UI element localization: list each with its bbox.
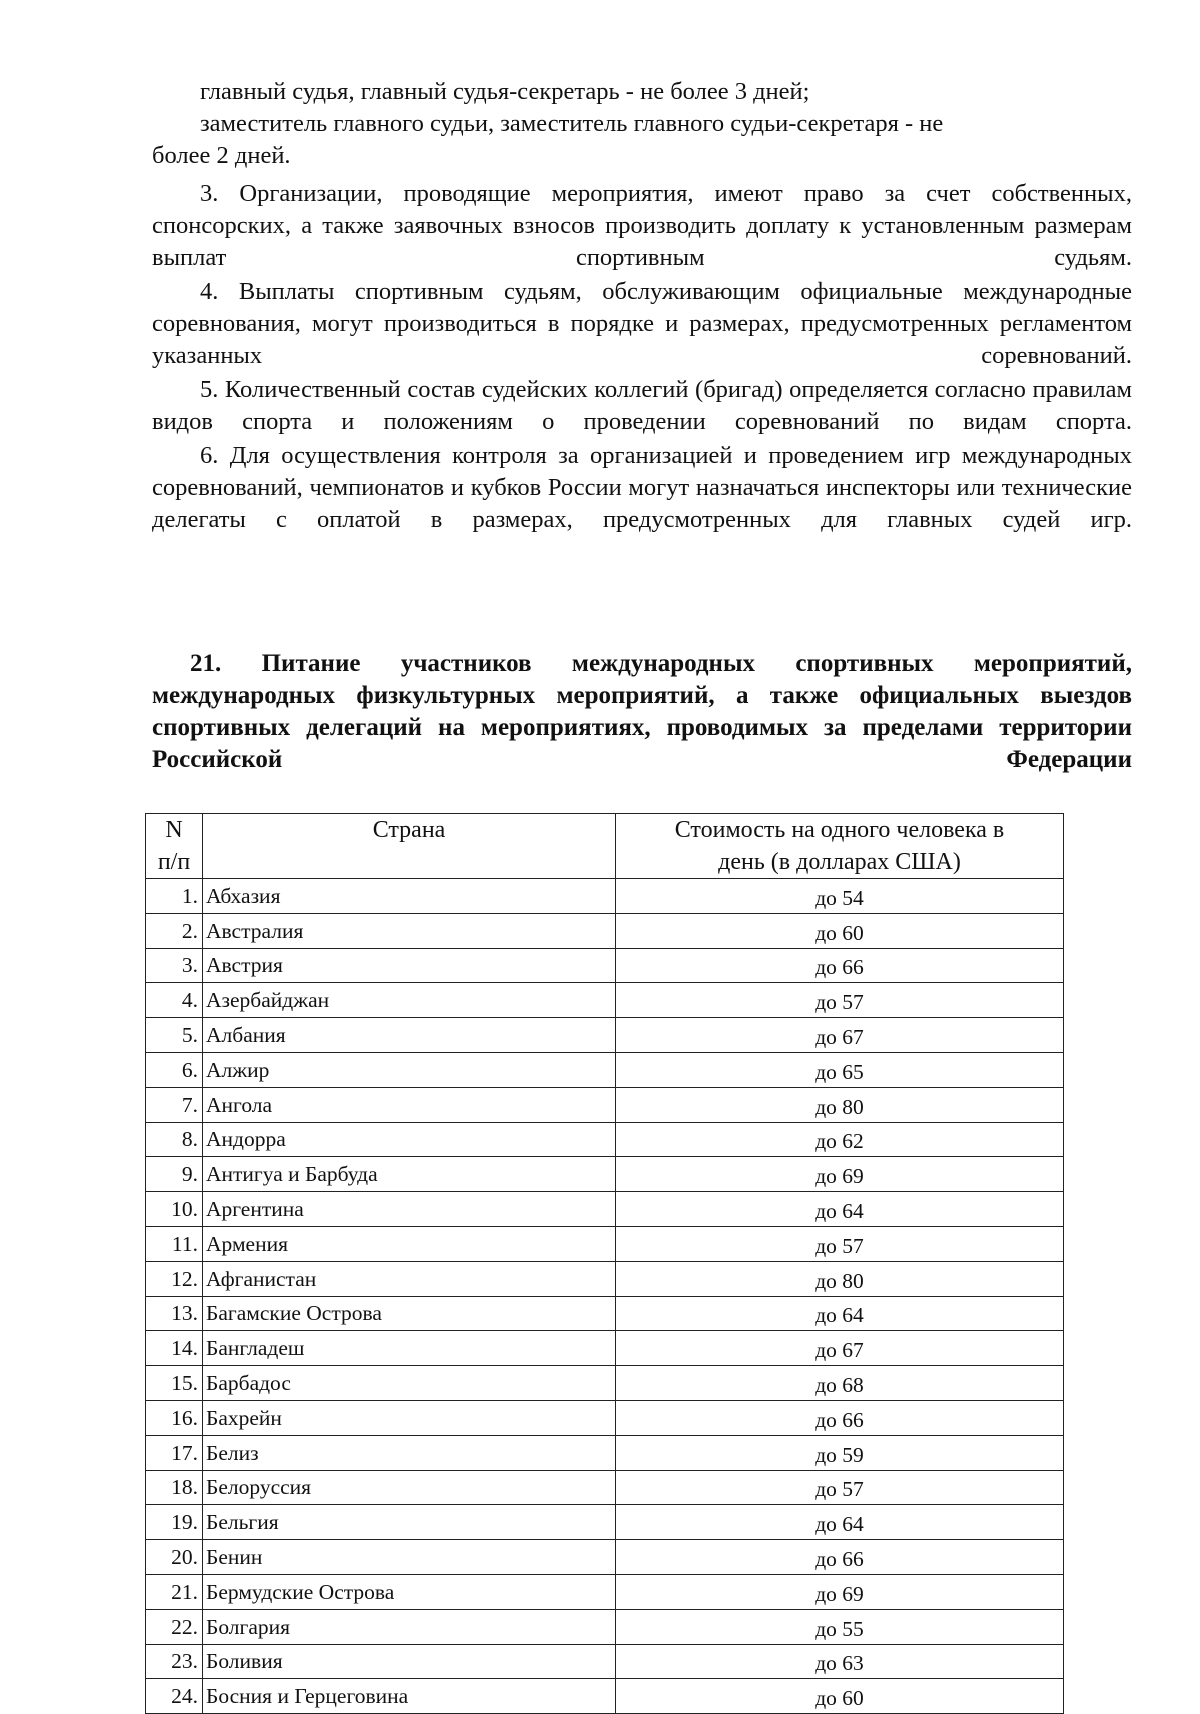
row-number: 20.: [146, 1540, 203, 1575]
paragraph-line: более 2 дней.: [152, 142, 291, 169]
row-country: Австралия: [203, 913, 616, 948]
row-country: Белоруссия: [203, 1470, 616, 1505]
paragraph-block-top: [152, 76, 1132, 172]
row-cost: до 66: [616, 948, 1064, 983]
row-number: 4.: [146, 983, 203, 1018]
row-cost: до 54: [616, 879, 1064, 914]
row-number: 12.: [146, 1261, 203, 1296]
table-row: [146, 1574, 1064, 1609]
row-country: Антигуа и Барбуда: [203, 1157, 616, 1192]
row-country: Австрия: [203, 948, 616, 983]
row-number: 10.: [146, 1192, 203, 1227]
row-number: 8.: [146, 1122, 203, 1157]
paragraph-line: главный судья, главный судья-секретарь - не более 3 дней;: [200, 78, 810, 105]
row-cost: до 57: [616, 983, 1064, 1018]
header-number: [146, 814, 203, 879]
table-row: [146, 1157, 1064, 1192]
row-cost: до 60: [616, 1679, 1064, 1714]
table-row: [146, 1018, 1064, 1053]
table-row: [146, 1505, 1064, 1540]
row-number: 18.: [146, 1470, 203, 1505]
table-row: [146, 1052, 1064, 1087]
row-number: 16.: [146, 1400, 203, 1435]
row-country: Бенин: [203, 1540, 616, 1575]
table-row: [146, 1470, 1064, 1505]
row-country: Бахрейн: [203, 1400, 616, 1435]
row-cost: до 64: [616, 1505, 1064, 1540]
row-country: Алжир: [203, 1052, 616, 1087]
table-row: [146, 1226, 1064, 1261]
row-country: Ангола: [203, 1087, 616, 1122]
row-number: 17.: [146, 1435, 203, 1470]
row-country: Армения: [203, 1226, 616, 1261]
row-number: 15.: [146, 1366, 203, 1401]
section-heading: [152, 648, 1132, 776]
row-number: 7.: [146, 1087, 203, 1122]
header-number-line2: п/п: [157, 849, 191, 875]
table-row: [146, 1122, 1064, 1157]
paragraph-6: 6. Для осуществления контроля за организацией и проведением игр международных соревнований, чемпионатов и кубков России могут назначаться инспекторы или технические делегаты с оплатой в размерах, предусмотренных для главных судей игр.: [152, 442, 1132, 533]
row-number: 22.: [146, 1609, 203, 1644]
row-cost: до 68: [616, 1366, 1064, 1401]
row-cost: до 66: [616, 1540, 1064, 1575]
row-number: 1.: [146, 879, 203, 914]
row-number: 23.: [146, 1644, 203, 1679]
row-country: Бермудские Острова: [203, 1574, 616, 1609]
row-country: Боливия: [203, 1644, 616, 1679]
table-row: [146, 1609, 1064, 1644]
table-row: [146, 948, 1064, 983]
table-row: [146, 1400, 1064, 1435]
paragraph-3: 3. Организации, проводящие мероприятия, имеют право за счет собственных, спонсорских, а также заявочных взносов производить доплату к установленным размерам выплат спортивным судьям.: [152, 180, 1132, 271]
row-country: Болгария: [203, 1609, 616, 1644]
table-row: [146, 1192, 1064, 1227]
table-row: [146, 1331, 1064, 1366]
row-cost: до 62: [616, 1122, 1064, 1157]
table-row: [146, 1261, 1064, 1296]
row-number: 14.: [146, 1331, 203, 1366]
header-country: Страна: [203, 814, 616, 879]
row-cost: до 64: [616, 1296, 1064, 1331]
header-cost-line1: Стоимость на одного человека в: [674, 817, 1005, 843]
row-cost: до 65: [616, 1052, 1064, 1087]
row-cost: до 64: [616, 1192, 1064, 1227]
row-country: Аргентина: [203, 1192, 616, 1227]
row-cost: до 69: [616, 1157, 1064, 1192]
section-heading-text: 21. Питание участников международных спортивных мероприятий, международных физкультурных мероприятий, а также официальных выездов спортивных делегаций на мероприятиях, проводимых за пределами территории Российской Федерации: [152, 650, 1132, 773]
row-number: 21.: [146, 1574, 203, 1609]
table-row: [146, 1644, 1064, 1679]
row-country: Азербайджан: [203, 983, 616, 1018]
paragraph-block-numbered: [152, 178, 1132, 536]
row-cost: до 69: [616, 1574, 1064, 1609]
row-number: 2.: [146, 913, 203, 948]
row-number: 9.: [146, 1157, 203, 1192]
table-row: [146, 1679, 1064, 1714]
row-number: 19.: [146, 1505, 203, 1540]
row-number: 11.: [146, 1226, 203, 1261]
row-country: Бангладеш: [203, 1331, 616, 1366]
row-number: 3.: [146, 948, 203, 983]
row-country: Босния и Герцеговина: [203, 1679, 616, 1714]
row-cost: до 66: [616, 1400, 1064, 1435]
table-header-row: [146, 814, 1064, 879]
row-cost: до 57: [616, 1470, 1064, 1505]
row-country: Багамские Острова: [203, 1296, 616, 1331]
row-cost: до 80: [616, 1087, 1064, 1122]
paragraph-line: заместитель главного судьи, заместитель главного судьи-секретаря - не: [200, 110, 944, 137]
table-row: [146, 1296, 1064, 1331]
header-number-line1: N: [165, 817, 183, 843]
row-number: 5.: [146, 1018, 203, 1053]
row-country: Андорра: [203, 1122, 616, 1157]
row-cost: до 55: [616, 1609, 1064, 1644]
row-number: 24.: [146, 1679, 203, 1714]
row-country: Абхазия: [203, 879, 616, 914]
paragraph-4: 4. Выплаты спортивным судьям, обслуживающим официальные международные соревнования, могут производиться в порядке и размерах, предусмотренных регламентом указанных соревнований.: [152, 278, 1132, 369]
paragraph-5: 5. Количественный состав судейских коллегий (бригад) определяется согласно правилам видов спорта и положениям о проведении соревнований по видам спорта.: [152, 376, 1132, 435]
row-number: 6.: [146, 1052, 203, 1087]
row-cost: до 63: [616, 1644, 1064, 1679]
row-cost: до 57: [616, 1226, 1064, 1261]
table-row: [146, 1540, 1064, 1575]
row-cost: до 67: [616, 1018, 1064, 1053]
table-row: [146, 1366, 1064, 1401]
row-country: Афганистан: [203, 1261, 616, 1296]
row-country: Албания: [203, 1018, 616, 1053]
table-row: [146, 983, 1064, 1018]
header-cost: [616, 814, 1064, 879]
table-row: [146, 1435, 1064, 1470]
table-body: [146, 879, 1064, 1714]
header-cost-line2: день (в долларах США): [718, 849, 961, 875]
row-country: Барбадос: [203, 1366, 616, 1401]
row-cost: до 80: [616, 1261, 1064, 1296]
table-row: [146, 879, 1064, 914]
row-cost: до 67: [616, 1331, 1064, 1366]
row-number: 13.: [146, 1296, 203, 1331]
row-cost: до 59: [616, 1435, 1064, 1470]
table-row: [146, 913, 1064, 948]
row-country: Бельгия: [203, 1505, 616, 1540]
table-row: [146, 1087, 1064, 1122]
row-cost: до 60: [616, 913, 1064, 948]
row-country: Белиз: [203, 1435, 616, 1470]
meal-cost-table: [145, 813, 1064, 1714]
